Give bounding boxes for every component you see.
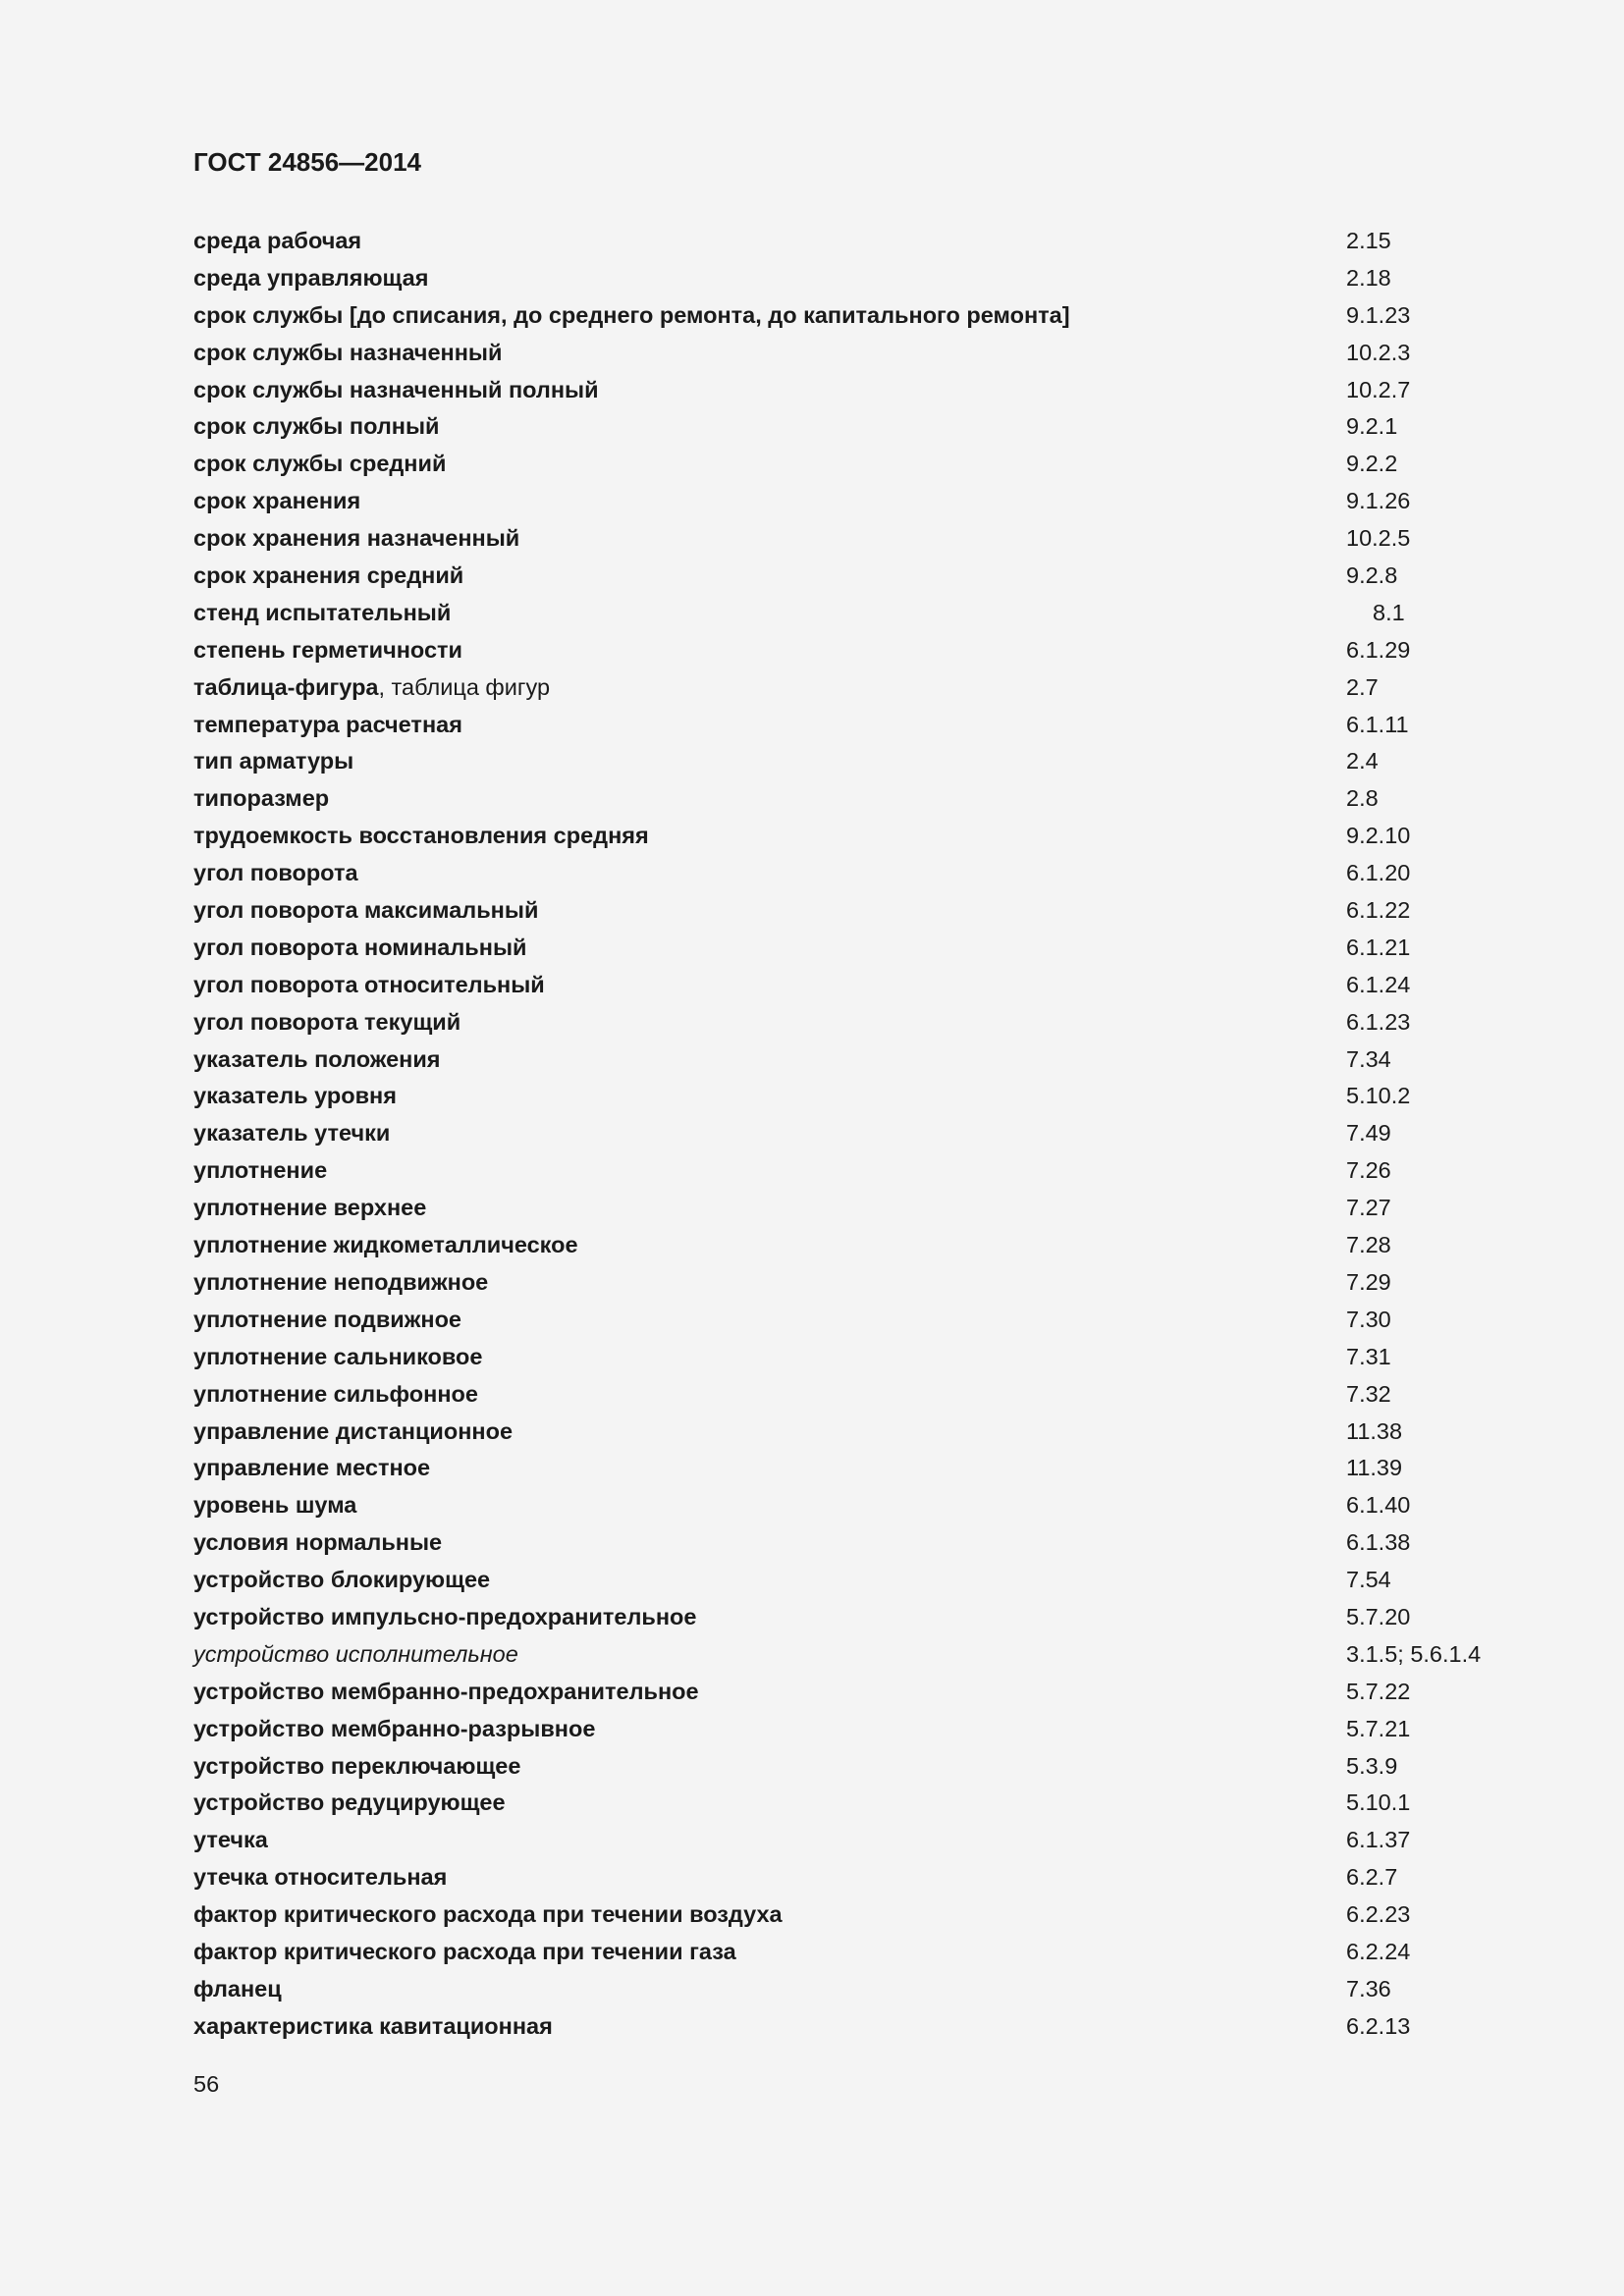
index-term bbox=[193, 1896, 783, 1934]
index-entry bbox=[193, 855, 1568, 892]
index-term bbox=[193, 446, 446, 483]
index-term-text: срок службы средний bbox=[193, 451, 447, 477]
index-term bbox=[193, 1524, 442, 1562]
index-reference: 6.1.22 bbox=[1346, 897, 1411, 924]
index-term-text: срок хранения назначенный bbox=[193, 525, 520, 552]
index-term bbox=[193, 780, 329, 818]
index-term-text: стенд испытательный bbox=[193, 599, 452, 625]
index-reference: 5.3.9 bbox=[1346, 1752, 1398, 1779]
index-reference: 10.2.7 bbox=[1346, 376, 1411, 402]
index-reference: 2.15 bbox=[1346, 228, 1391, 253]
index-entry bbox=[193, 1562, 1568, 1599]
index-term-text: срок службы полный bbox=[193, 413, 440, 440]
page-number: 56 bbox=[193, 2071, 220, 2097]
index-entry bbox=[193, 595, 1568, 632]
index-entry bbox=[193, 408, 1568, 446]
index-term bbox=[193, 1562, 490, 1599]
index-term bbox=[193, 372, 599, 409]
index-entry bbox=[193, 1487, 1568, 1524]
index-term-text: уровень шума bbox=[193, 1492, 357, 1519]
index-term bbox=[193, 297, 1070, 335]
index-term bbox=[193, 335, 502, 372]
index-term-text: фланец bbox=[193, 1975, 282, 2002]
index-term-text: срок хранения средний bbox=[193, 562, 464, 589]
index-term bbox=[193, 408, 440, 446]
index-term-text: срок службы назначенный полный bbox=[193, 376, 599, 402]
index-term-text: устройство мембранно-разрывное bbox=[193, 1715, 596, 1741]
index-term bbox=[193, 892, 538, 930]
index-term bbox=[193, 1339, 482, 1376]
index-entry bbox=[193, 1414, 1568, 1451]
index-entry bbox=[193, 1115, 1568, 1152]
index-term-text: устройство переключающее bbox=[193, 1752, 521, 1779]
index-reference: 6.1.21 bbox=[1346, 934, 1411, 960]
index-reference: 5.10.2 bbox=[1346, 1083, 1411, 1109]
index-reference: 6.1.40 bbox=[1346, 1492, 1411, 1519]
index-entry bbox=[193, 520, 1568, 558]
index-reference: 6.2.7 bbox=[1346, 1864, 1398, 1891]
index-entry bbox=[193, 892, 1568, 930]
index-reference: 8.1 bbox=[1373, 599, 1405, 625]
index-term bbox=[193, 1971, 282, 2008]
index-entry bbox=[193, 1896, 1568, 1934]
index-entry bbox=[193, 1450, 1568, 1487]
index-entry bbox=[193, 297, 1568, 335]
index-reference: 7.28 bbox=[1346, 1232, 1391, 1258]
index-reference: 9.2.2 bbox=[1346, 451, 1398, 477]
index-term-text: угол поворота максимальный bbox=[193, 897, 539, 924]
index-reference: 9.2.1 bbox=[1346, 413, 1398, 440]
index-entry bbox=[193, 446, 1568, 483]
index-term bbox=[193, 1822, 268, 1859]
index-term bbox=[193, 1450, 430, 1487]
index-entry bbox=[193, 967, 1568, 1004]
index-term-text: устройство блокирующее bbox=[193, 1567, 491, 1593]
index-entry bbox=[193, 780, 1568, 818]
index-term bbox=[193, 1078, 397, 1115]
index-term-text: срок хранения bbox=[193, 488, 361, 514]
index-term-text: угол поворота относительный bbox=[193, 971, 545, 997]
index-term-text: фактор критического расхода при течении воздуха bbox=[193, 1901, 783, 1928]
index-reference: 5.7.22 bbox=[1346, 1678, 1411, 1704]
index-term-text: срок службы [до списания, до среднего ремонта, до капитального ремонта] bbox=[193, 301, 1070, 328]
index-reference: 2.4 bbox=[1346, 748, 1379, 774]
index-term-text: срок службы назначенный bbox=[193, 339, 503, 365]
index-term bbox=[193, 1599, 696, 1636]
index-term bbox=[193, 707, 462, 744]
index-term-text: уплотнение сальниковое bbox=[193, 1343, 483, 1369]
index-entry bbox=[193, 1822, 1568, 1859]
index-term-text: указатель уровня bbox=[193, 1083, 397, 1109]
index-entry bbox=[193, 2008, 1568, 2046]
index-reference: 6.1.29 bbox=[1346, 636, 1411, 663]
alphabetical-index bbox=[193, 223, 1568, 2046]
index-reference: 5.7.21 bbox=[1346, 1715, 1411, 1741]
index-term bbox=[193, 1152, 327, 1190]
index-entry bbox=[193, 707, 1568, 744]
index-reference: 6.1.24 bbox=[1346, 971, 1411, 997]
index-term-text: уплотнение жидкометаллическое bbox=[193, 1232, 578, 1258]
index-entry bbox=[193, 1934, 1568, 1971]
index-term bbox=[193, 1227, 578, 1264]
index-term-text: среда управляющая bbox=[193, 264, 429, 291]
index-reference: 11.38 bbox=[1346, 1417, 1403, 1444]
index-term-text: управление дистанционное bbox=[193, 1417, 514, 1444]
index-term-text: утечка bbox=[193, 1827, 268, 1853]
index-reference: 3.1.5; 5.6.1.4 bbox=[1346, 1640, 1482, 1667]
index-entry bbox=[193, 1302, 1568, 1339]
index-reference: 5.10.1 bbox=[1346, 1789, 1411, 1816]
index-entry bbox=[193, 1004, 1568, 1041]
index-term bbox=[193, 1115, 390, 1152]
index-reference: 6.1.23 bbox=[1346, 1008, 1411, 1035]
index-entry bbox=[193, 223, 1568, 260]
index-entry bbox=[193, 1524, 1568, 1562]
index-reference: 9.2.10 bbox=[1346, 823, 1411, 849]
index-term-text: уплотнение верхнее bbox=[193, 1195, 427, 1221]
index-term bbox=[193, 1487, 356, 1524]
index-reference: 7.32 bbox=[1346, 1380, 1391, 1407]
index-term bbox=[193, 1190, 426, 1227]
index-term-synonym: , таблица фигур bbox=[378, 673, 551, 700]
index-entry bbox=[193, 1339, 1568, 1376]
index-reference: 9.1.23 bbox=[1346, 301, 1411, 328]
index-entry bbox=[193, 930, 1568, 967]
index-entry bbox=[193, 669, 1568, 707]
index-term-text: угол поворота текущий bbox=[193, 1008, 461, 1035]
index-entry bbox=[193, 335, 1568, 372]
index-term-text: устройство исполнительное bbox=[193, 1640, 518, 1667]
index-term bbox=[193, 669, 550, 707]
index-term-text: указатель положения bbox=[193, 1045, 441, 1072]
index-term-text: степень герметичности bbox=[193, 636, 462, 663]
index-reference: 2.7 bbox=[1346, 673, 1379, 700]
index-entry bbox=[193, 1636, 1568, 1674]
index-term bbox=[193, 930, 526, 967]
index-entry bbox=[193, 632, 1568, 669]
index-term bbox=[193, 1748, 520, 1786]
index-reference: 6.1.20 bbox=[1346, 860, 1411, 886]
index-term bbox=[193, 1264, 488, 1302]
index-term bbox=[193, 1785, 506, 1822]
index-term-text: устройство импульсно-предохранительное bbox=[193, 1603, 697, 1629]
index-entry bbox=[193, 1152, 1568, 1190]
index-term bbox=[193, 2008, 553, 2046]
index-reference: 10.2.5 bbox=[1346, 525, 1411, 552]
index-term bbox=[193, 818, 649, 855]
index-term-text: утечка относительная bbox=[193, 1864, 448, 1891]
index-term bbox=[193, 1041, 441, 1079]
index-entry bbox=[193, 1971, 1568, 2008]
index-reference: 7.36 bbox=[1346, 1975, 1391, 2002]
index-term bbox=[193, 1674, 699, 1711]
index-reference: 6.1.11 bbox=[1346, 711, 1409, 737]
index-entry bbox=[193, 1264, 1568, 1302]
index-term-text: указатель утечки bbox=[193, 1120, 391, 1147]
index-term-text: устройство мембранно-предохранительное bbox=[193, 1678, 699, 1704]
index-term bbox=[193, 1711, 595, 1748]
index-term-text: фактор критического расхода при течении газа bbox=[193, 1938, 736, 1964]
index-term-text: уплотнение сильфонное bbox=[193, 1380, 478, 1407]
index-term bbox=[193, 520, 519, 558]
index-term bbox=[193, 855, 358, 892]
index-term-text: характеристика кавитационная bbox=[193, 2012, 553, 2039]
index-term-text: тип арматуры bbox=[193, 748, 354, 774]
index-reference: 2.18 bbox=[1346, 264, 1391, 291]
index-reference: 9.1.26 bbox=[1346, 488, 1411, 514]
index-entry bbox=[193, 1190, 1568, 1227]
index-entry bbox=[193, 1711, 1568, 1748]
index-entry bbox=[193, 1674, 1568, 1711]
index-reference: 6.1.37 bbox=[1346, 1827, 1411, 1853]
index-reference: 6.2.13 bbox=[1346, 2012, 1411, 2039]
index-term-text: угол поворота bbox=[193, 860, 358, 886]
index-term-text: угол поворота номинальный bbox=[193, 934, 527, 960]
index-reference: 7.49 bbox=[1346, 1120, 1391, 1147]
index-reference: 6.2.23 bbox=[1346, 1901, 1411, 1928]
index-entry bbox=[193, 1041, 1568, 1079]
index-entry bbox=[193, 818, 1568, 855]
index-term-text: управление местное bbox=[193, 1455, 431, 1481]
index-entry bbox=[193, 372, 1568, 409]
index-reference: 11.39 bbox=[1346, 1455, 1403, 1481]
index-term bbox=[193, 1376, 478, 1414]
index-reference: 6.2.24 bbox=[1346, 1938, 1411, 1964]
index-term-text: среда рабочая bbox=[193, 228, 362, 253]
index-term bbox=[193, 743, 353, 780]
index-reference: 7.54 bbox=[1346, 1567, 1391, 1593]
index-term bbox=[193, 595, 451, 632]
index-entry bbox=[193, 1227, 1568, 1264]
index-entry bbox=[193, 1078, 1568, 1115]
index-reference: 2.8 bbox=[1346, 785, 1379, 812]
index-term-text: температура расчетная bbox=[193, 711, 462, 737]
index-term bbox=[193, 1414, 513, 1451]
index-reference: 7.34 bbox=[1346, 1045, 1391, 1072]
index-reference: 7.30 bbox=[1346, 1306, 1391, 1332]
index-reference: 5.7.20 bbox=[1346, 1603, 1411, 1629]
index-entry bbox=[193, 558, 1568, 595]
index-term bbox=[193, 558, 463, 595]
index-reference: 7.29 bbox=[1346, 1268, 1391, 1295]
index-term-text: уплотнение неподвижное bbox=[193, 1268, 489, 1295]
index-reference: 6.1.38 bbox=[1346, 1529, 1411, 1556]
index-entry bbox=[193, 1785, 1568, 1822]
index-reference: 7.31 bbox=[1346, 1343, 1391, 1369]
index-reference: 10.2.3 bbox=[1346, 339, 1411, 365]
index-reference: 7.27 bbox=[1346, 1195, 1391, 1221]
index-entry bbox=[193, 260, 1568, 297]
index-term bbox=[193, 1302, 461, 1339]
index-term bbox=[193, 260, 428, 297]
index-term bbox=[193, 223, 361, 260]
index-term-text: уплотнение подвижное bbox=[193, 1306, 461, 1332]
index-term-text: трудоемкость восстановления средняя bbox=[193, 823, 649, 849]
index-reference: 9.2.8 bbox=[1346, 562, 1398, 589]
document-header: ГОСТ 24856—2014 bbox=[193, 147, 421, 177]
index-term bbox=[193, 483, 360, 520]
index-term-text: таблица-фигура bbox=[193, 673, 379, 700]
index-term bbox=[193, 1934, 736, 1971]
index-term-text: устройство редуцирующее bbox=[193, 1789, 506, 1816]
index-term-text: типоразмер bbox=[193, 785, 330, 812]
index-term bbox=[193, 967, 545, 1004]
index-entry bbox=[193, 483, 1568, 520]
index-entry bbox=[193, 1859, 1568, 1896]
index-reference: 7.26 bbox=[1346, 1157, 1391, 1184]
index-term bbox=[193, 1004, 460, 1041]
index-term-text: уплотнение bbox=[193, 1157, 328, 1184]
index-entry bbox=[193, 1748, 1568, 1786]
index-entry bbox=[193, 1599, 1568, 1636]
index-term bbox=[193, 1636, 518, 1674]
index-term-text: условия нормальные bbox=[193, 1529, 443, 1556]
index-term bbox=[193, 632, 462, 669]
index-entry bbox=[193, 743, 1568, 780]
index-term bbox=[193, 1859, 447, 1896]
index-entry bbox=[193, 1376, 1568, 1414]
